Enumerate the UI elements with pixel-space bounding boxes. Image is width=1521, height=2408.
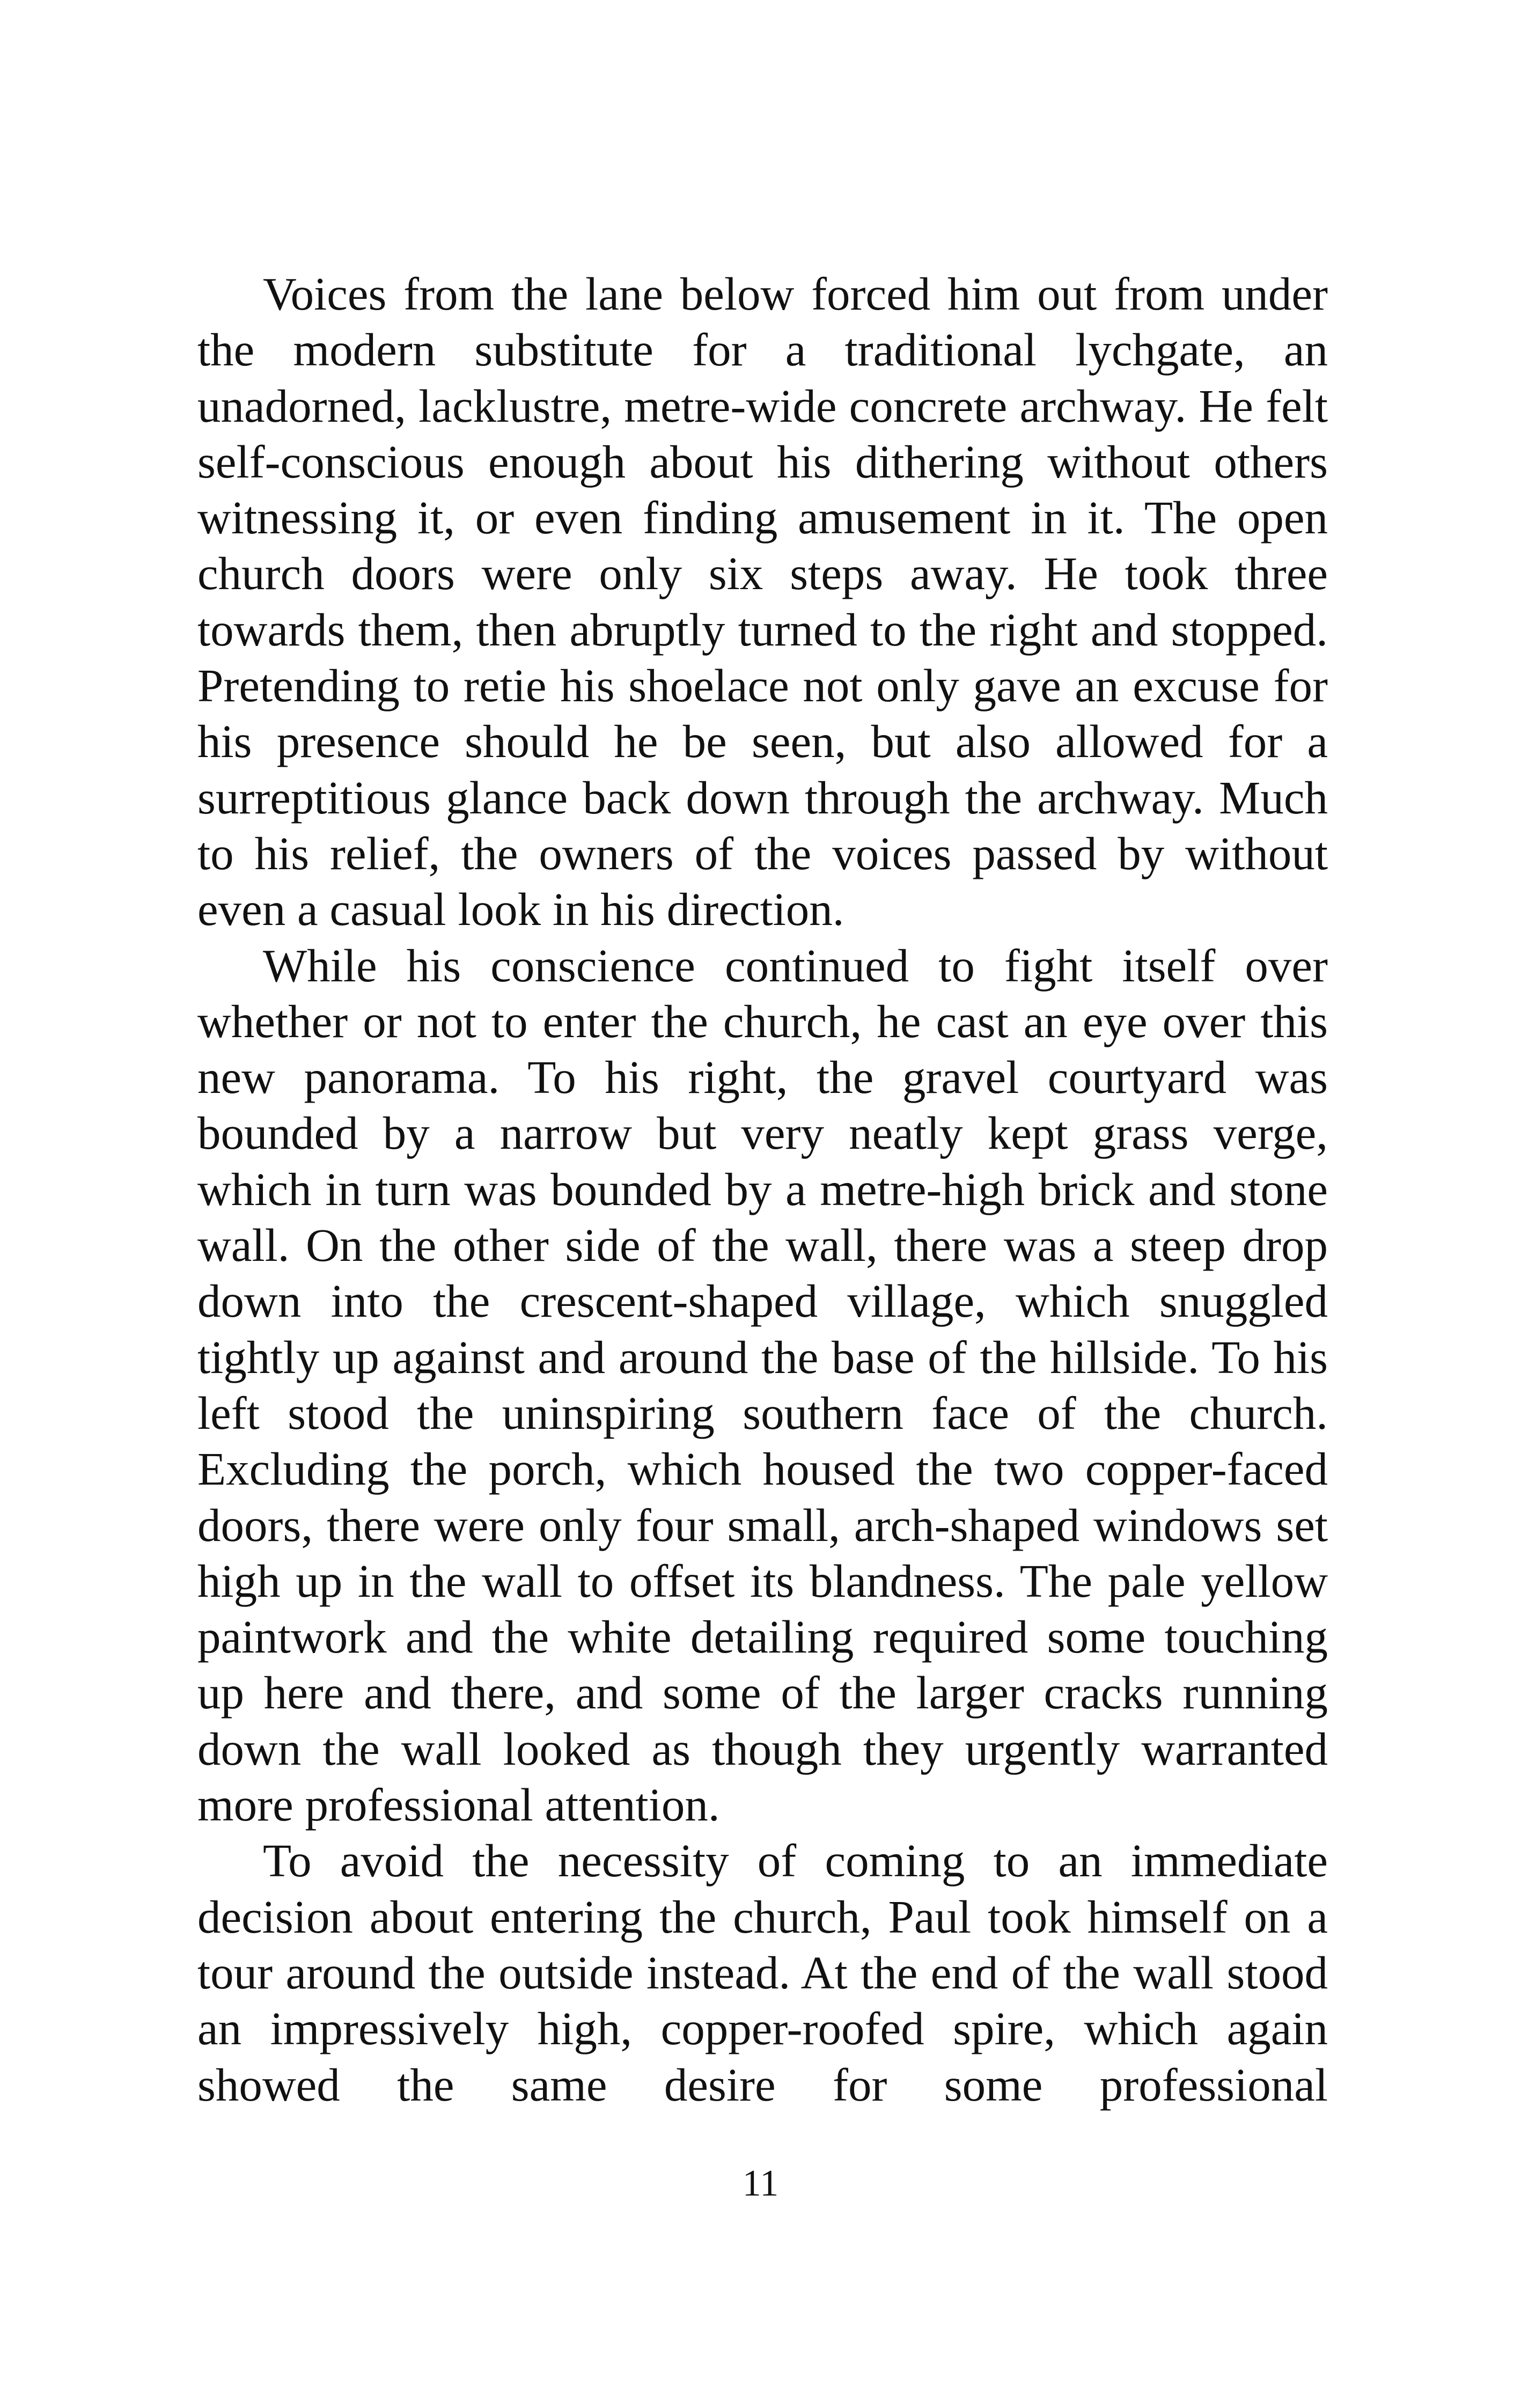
page-number: 11 bbox=[742, 2163, 779, 2204]
paragraph: To avoid the necessity of coming to an immediate decision about entering the church, Paul took himself on a tour around the outside instead. At the end of the wall stood an impressively high, copper-roofed spire, which again showed the same desire for some professional bbox=[197, 1834, 1328, 2111]
paragraph: While his conscience continued to fight itself over whether or not to enter the church, he cast an eye over this new panorama. To his right, the gravel courtyard was bounded by a narrow but very neatly kept grass verge, which in turn was bounded by a metre-high brick and stone wall. On the other side of the wall, there was a steep drop down into the crescent-shaped village, which snuggled tightly up against and around the base of the hillside. To his left stood the uninspiring southern face of the church. Excluding the porch, which housed the two copper-faced doors, there were only four small, arch-shaped windows set high up in the wall to offset its blandness. The pale yellow paintwork and the white detailing required some touching up here and there, and some of the larger cracks running down the wall looked as though they urgently warranted more professional attention. bbox=[197, 939, 1328, 1831]
body-text bbox=[197, 266, 1328, 2113]
paragraph: Voices from the lane below forced him out from under the modern substitute for a traditional lychgate, an unadorned, lacklustre, metre-wide concrete archway. He felt self-conscious enough about his dithering without others witnessing it, or even finding amusement in it. The open church doors were only six steps away. He took three towards them, then abruptly turned to the right and stopped. Pretending to retie his shoelace not only gave an excuse for his presence should he be seen, but also allowed for a surreptitious glance back down through the archway. Much to his relief, the owners of the voices passed by without even a casual look in his direction. bbox=[197, 268, 1328, 936]
